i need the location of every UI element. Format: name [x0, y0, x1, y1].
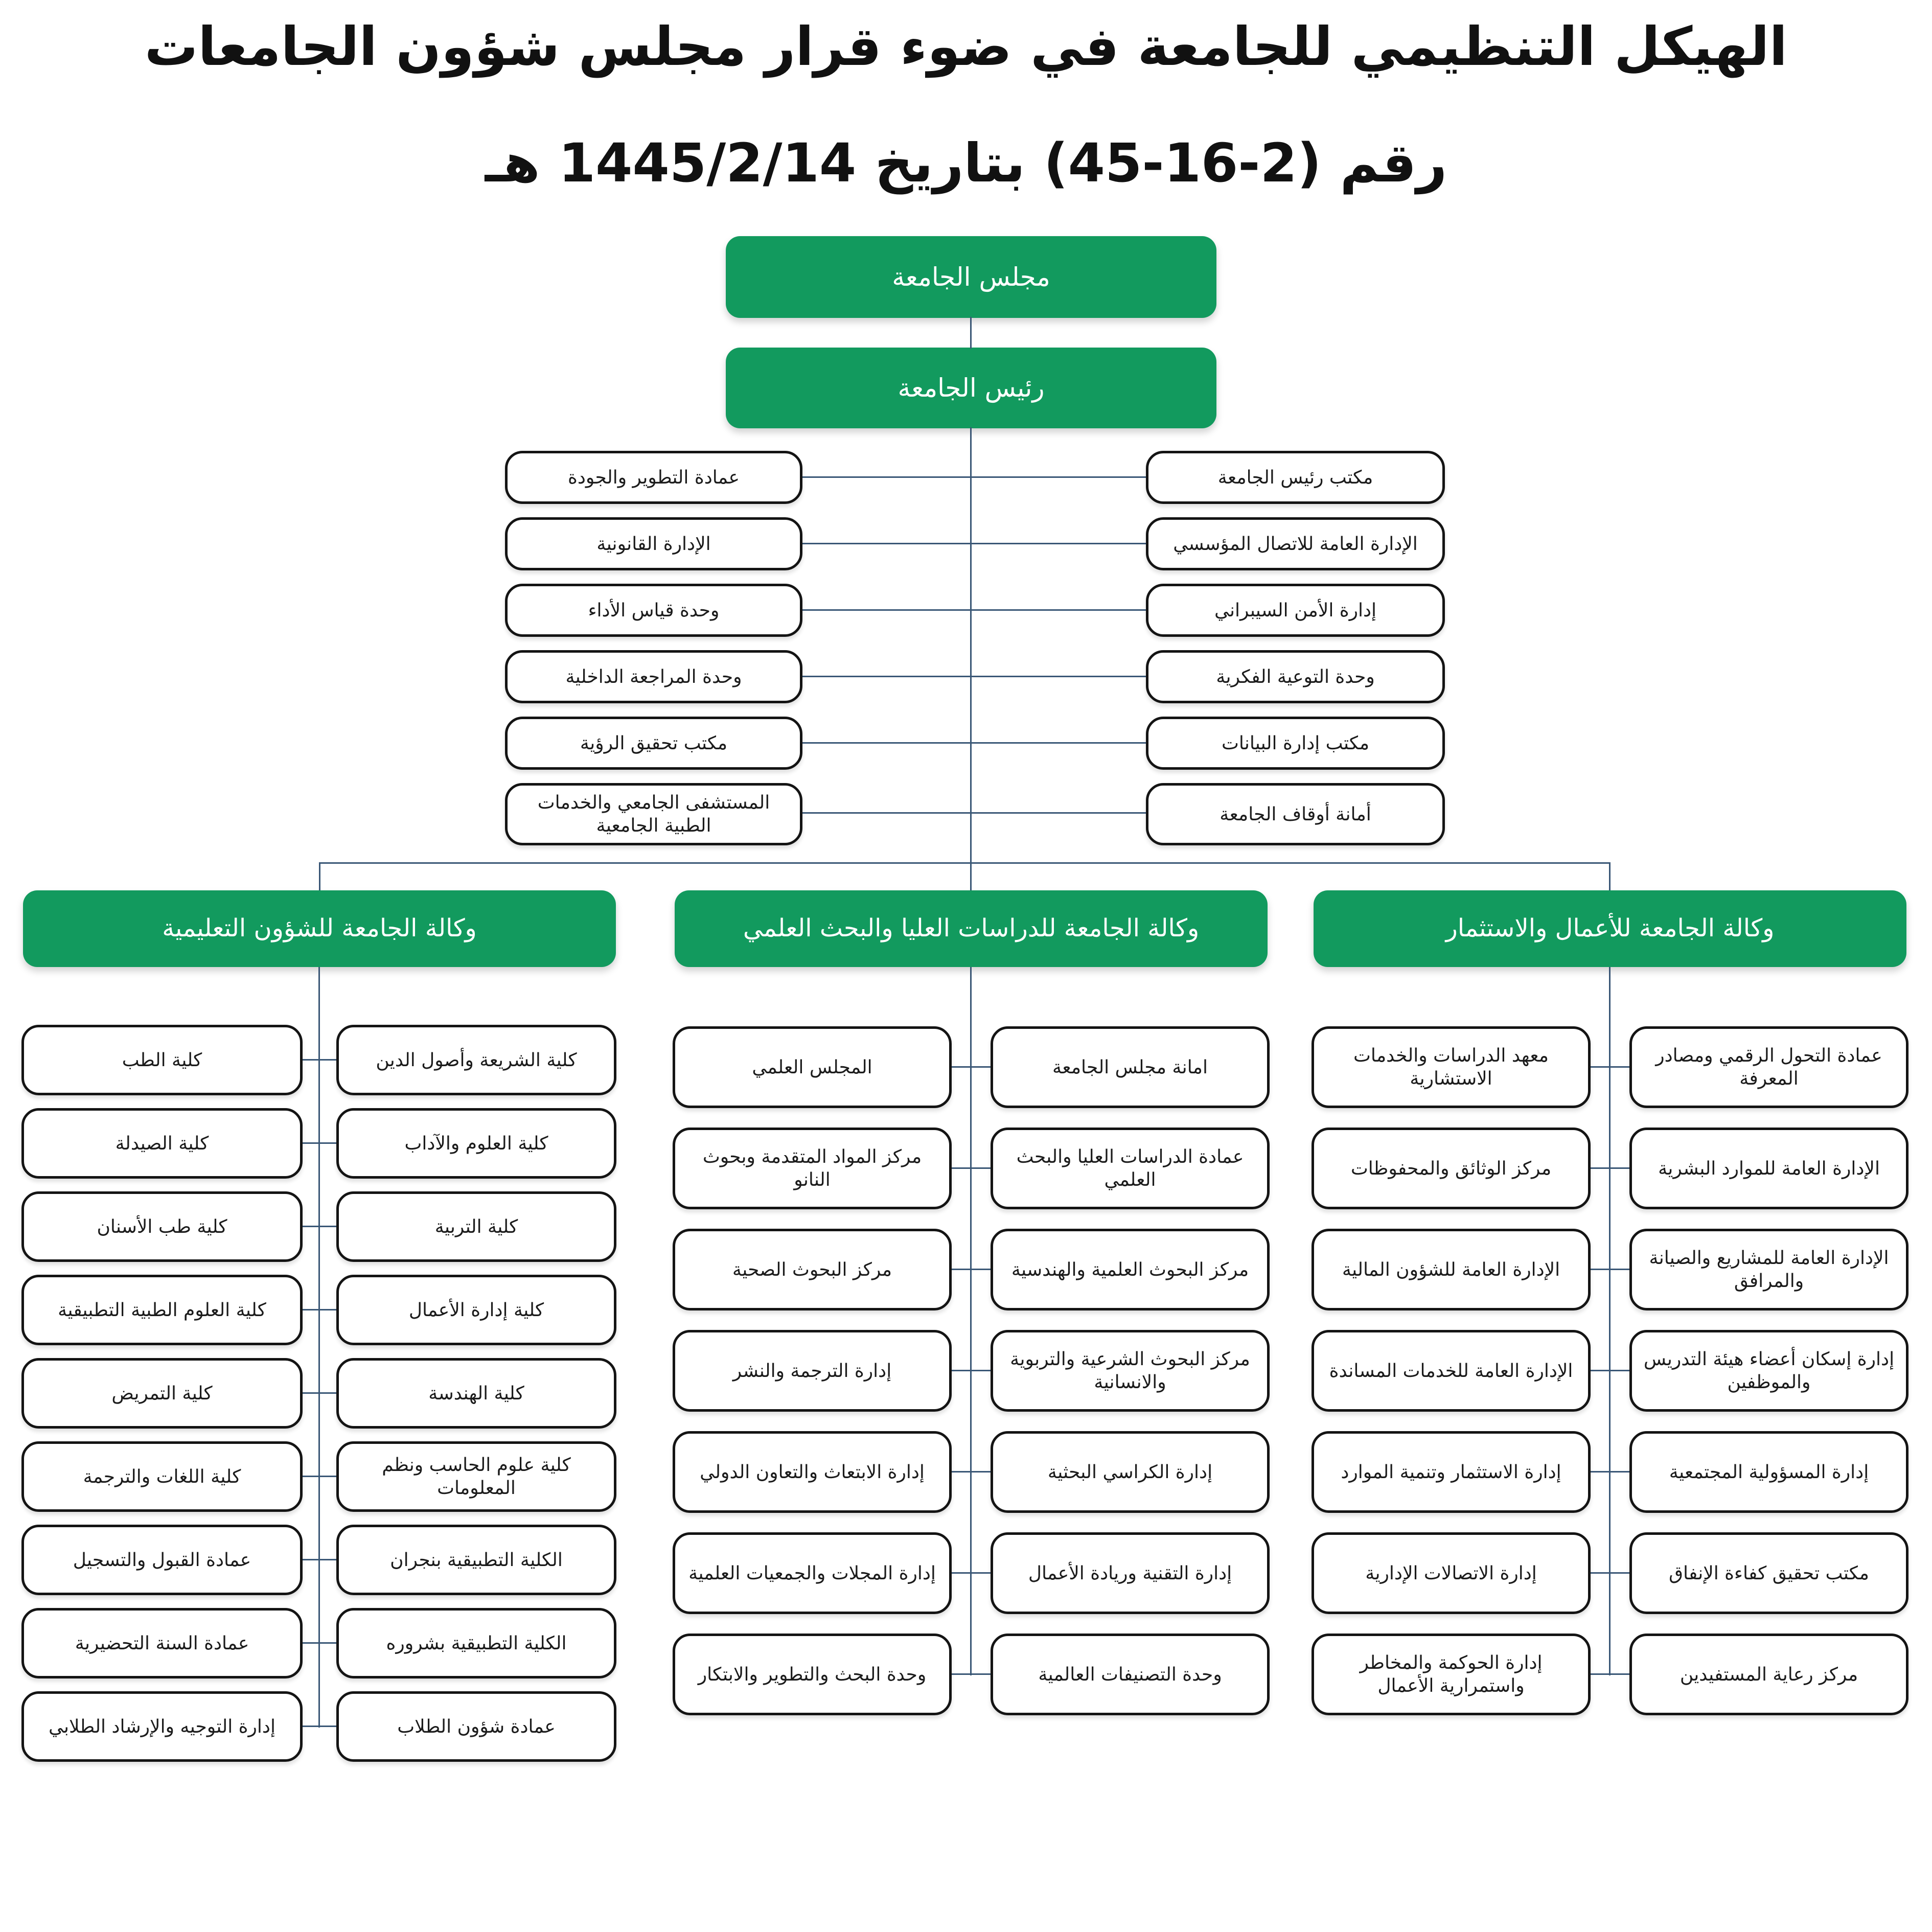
connector-row — [303, 1309, 336, 1310]
org-node: إدارة إسكان أعضاء هيئة التدريس والموظفين — [1629, 1330, 1908, 1412]
org-node: مركز البحوث العلمية والهندسية — [991, 1229, 1270, 1310]
node-vp-business-investment: وكالة الجامعة للأعمال والاستثمار — [1314, 890, 1906, 967]
org-node: كلية اللغات والترجمة — [21, 1441, 303, 1512]
connector-drop-left — [319, 862, 320, 891]
connector-row — [1591, 1673, 1629, 1675]
org-node: الإدارة العامة للخدمات المساندة — [1312, 1330, 1591, 1412]
node-university-council: مجلس الجامعة — [726, 236, 1216, 318]
org-node: إدارة الحوكمة والمخاطر واستمرارية الأعمال — [1312, 1634, 1591, 1715]
connector-row — [952, 1471, 991, 1473]
org-node: كلية التربية — [336, 1191, 616, 1262]
org-node: الإدارة العامة للمشاريع والصيانة والمرافق — [1629, 1229, 1908, 1310]
connector-row — [303, 1726, 336, 1727]
org-node: الإدارة القانونية — [505, 517, 802, 570]
org-node: امانة مجلس الجامعة — [991, 1026, 1270, 1108]
org-node: إدارة المسؤولية المجتمعية — [1629, 1431, 1908, 1513]
connector-row — [802, 742, 1146, 744]
org-node: المستشفى الجامعي والخدمات الطبية الجامعية — [505, 783, 802, 845]
org-node: عمادة شؤون الطلاب — [336, 1691, 616, 1762]
org-node: وحدة التصنيفات العالمية — [991, 1634, 1270, 1715]
connector-spine-middle-section — [970, 967, 972, 1675]
connector-row — [1591, 1167, 1629, 1169]
org-node: كلية العلوم الطبية التطبيقية — [21, 1275, 303, 1345]
org-node: إدارة الكراسي البحثية — [991, 1431, 1270, 1513]
business-investment-left-column — [1312, 1026, 1591, 1715]
org-node: المجلس العلمي — [673, 1026, 952, 1108]
educational-affairs-left-column — [21, 1025, 303, 1762]
org-node: مركز الوثائق والمحفوظات — [1312, 1128, 1591, 1209]
org-node: كلية العلوم والآداب — [336, 1108, 616, 1179]
chart-title-line2: رقم (2-16-45) بتاريخ 1445/2/14 هـ — [485, 132, 1447, 194]
president-reports-left-column — [505, 451, 802, 845]
connector-row — [952, 1066, 991, 1068]
org-node: الإدارة العامة للاتصال المؤسسي — [1146, 517, 1445, 570]
connector-row — [802, 676, 1146, 677]
connector-row — [952, 1572, 991, 1574]
org-node: الكلية التطبيقية بنجران — [336, 1525, 616, 1595]
president-reports-right-column — [1146, 451, 1445, 845]
org-node: كلية إدارة الأعمال — [336, 1275, 616, 1345]
org-node: كلية طب الأسنان — [21, 1191, 303, 1262]
node-vp-educational-affairs: وكالة الجامعة للشؤون التعليمية — [23, 890, 616, 967]
org-node: مكتب رئيس الجامعة — [1146, 451, 1445, 504]
connector-row — [1591, 1572, 1629, 1574]
org-node: كلية الشريعة وأصول الدين — [336, 1025, 616, 1095]
connector-row — [952, 1370, 991, 1371]
connector-president-trunk — [970, 427, 972, 891]
chart-title-line1: الهيكل التنظيمي للجامعة في ضوء قرار مجلس شؤون الجامعات — [144, 15, 1788, 78]
connector-row — [952, 1167, 991, 1169]
org-node: عمادة التحول الرقمي ومصادر المعرفة — [1629, 1026, 1908, 1108]
connector-row — [303, 1226, 336, 1227]
connector-spine-left-section — [318, 967, 320, 1728]
org-node: وحدة قياس الأداء — [505, 584, 802, 637]
connector-row — [1591, 1471, 1629, 1473]
org-node: إدارة الترجمة والنشر — [673, 1330, 952, 1412]
graduate-studies-left-column — [673, 1026, 952, 1715]
connector-row — [1591, 1066, 1629, 1068]
connector-row — [802, 543, 1146, 544]
org-node: مركز رعاية المستفيدين — [1629, 1634, 1908, 1715]
org-node: إدارة الاتصالات الإدارية — [1312, 1532, 1591, 1614]
graduate-studies-right-column — [991, 1026, 1270, 1715]
org-node: كلية التمريض — [21, 1358, 303, 1429]
connector-row — [802, 476, 1146, 478]
org-node: إدارة المجلات والجمعيات العلمية — [673, 1532, 952, 1614]
node-vp-graduate-studies-research: وكالة الجامعة للدراسات العليا والبحث العلمي — [675, 890, 1268, 967]
connector-row — [802, 609, 1146, 611]
org-node: وحدة البحث والتطوير والابتكار — [673, 1634, 952, 1715]
connector-spine-right-section — [1609, 967, 1611, 1675]
org-node: الإدارة العامة للموارد البشرية — [1629, 1128, 1908, 1209]
org-node: مركز البحوث الصحية — [673, 1229, 952, 1310]
connector-row — [952, 1673, 991, 1675]
org-node: كلية الصيدلة — [21, 1108, 303, 1179]
org-node: كلية الطب — [21, 1025, 303, 1095]
org-node: أمانة أوقاف الجامعة — [1146, 783, 1445, 845]
org-node: الإدارة العامة للشؤون المالية — [1312, 1229, 1591, 1310]
connector-council-president — [970, 317, 972, 349]
connector-drop-right — [1609, 862, 1611, 891]
org-node: كلية علوم الحاسب ونظم المعلومات — [336, 1441, 616, 1512]
connector-branch — [319, 862, 1610, 864]
org-node: معهد الدراسات والخدمات الاستشارية — [1312, 1026, 1591, 1108]
org-node: عمادة القبول والتسجيل — [21, 1525, 303, 1595]
org-node: وحدة التوعية الفكرية — [1146, 650, 1445, 703]
org-node: إدارة التوجيه والإرشاد الطلابي — [21, 1691, 303, 1762]
org-node: وحدة المراجعة الداخلية — [505, 650, 802, 703]
connector-row — [303, 1476, 336, 1477]
connector-row — [303, 1559, 336, 1560]
org-node: كلية الهندسة — [336, 1358, 616, 1429]
org-node: مركز المواد المتقدمة وبحوث النانو — [673, 1128, 952, 1209]
connector-row — [303, 1642, 336, 1644]
connector-row — [952, 1269, 991, 1270]
org-node: عمادة السنة التحضيرية — [21, 1608, 303, 1678]
business-investment-right-column — [1629, 1026, 1908, 1715]
node-university-president: رئيس الجامعة — [726, 348, 1216, 428]
connector-row — [303, 1392, 336, 1394]
org-node: مركز البحوث الشرعية والتربوية والانسانية — [991, 1330, 1270, 1412]
org-node: إدارة الأمن السيبراني — [1146, 584, 1445, 637]
org-node: إدارة الابتعاث والتعاون الدولي — [673, 1431, 952, 1513]
connector-row — [802, 812, 1146, 814]
connector-row — [1591, 1269, 1629, 1270]
connector-row — [303, 1059, 336, 1061]
org-node: عمادة التطوير والجودة — [505, 451, 802, 504]
connector-row — [1591, 1370, 1629, 1371]
org-node: مكتب تحقيق كفاءة الإنفاق — [1629, 1532, 1908, 1614]
org-node: الكلية التطبيقية بشروره — [336, 1608, 616, 1678]
connector-row — [303, 1142, 336, 1144]
org-node: مكتب تحقيق الرؤية — [505, 717, 802, 770]
org-node: مكتب إدارة البيانات — [1146, 717, 1445, 770]
org-node: إدارة التقنية وريادة الأعمال — [991, 1532, 1270, 1614]
org-node: عمادة الدراسات العليا والبحث العلمي — [991, 1128, 1270, 1209]
educational-affairs-right-column — [336, 1025, 616, 1762]
org-node: إدارة الاستثمار وتنمية الموارد — [1312, 1431, 1591, 1513]
